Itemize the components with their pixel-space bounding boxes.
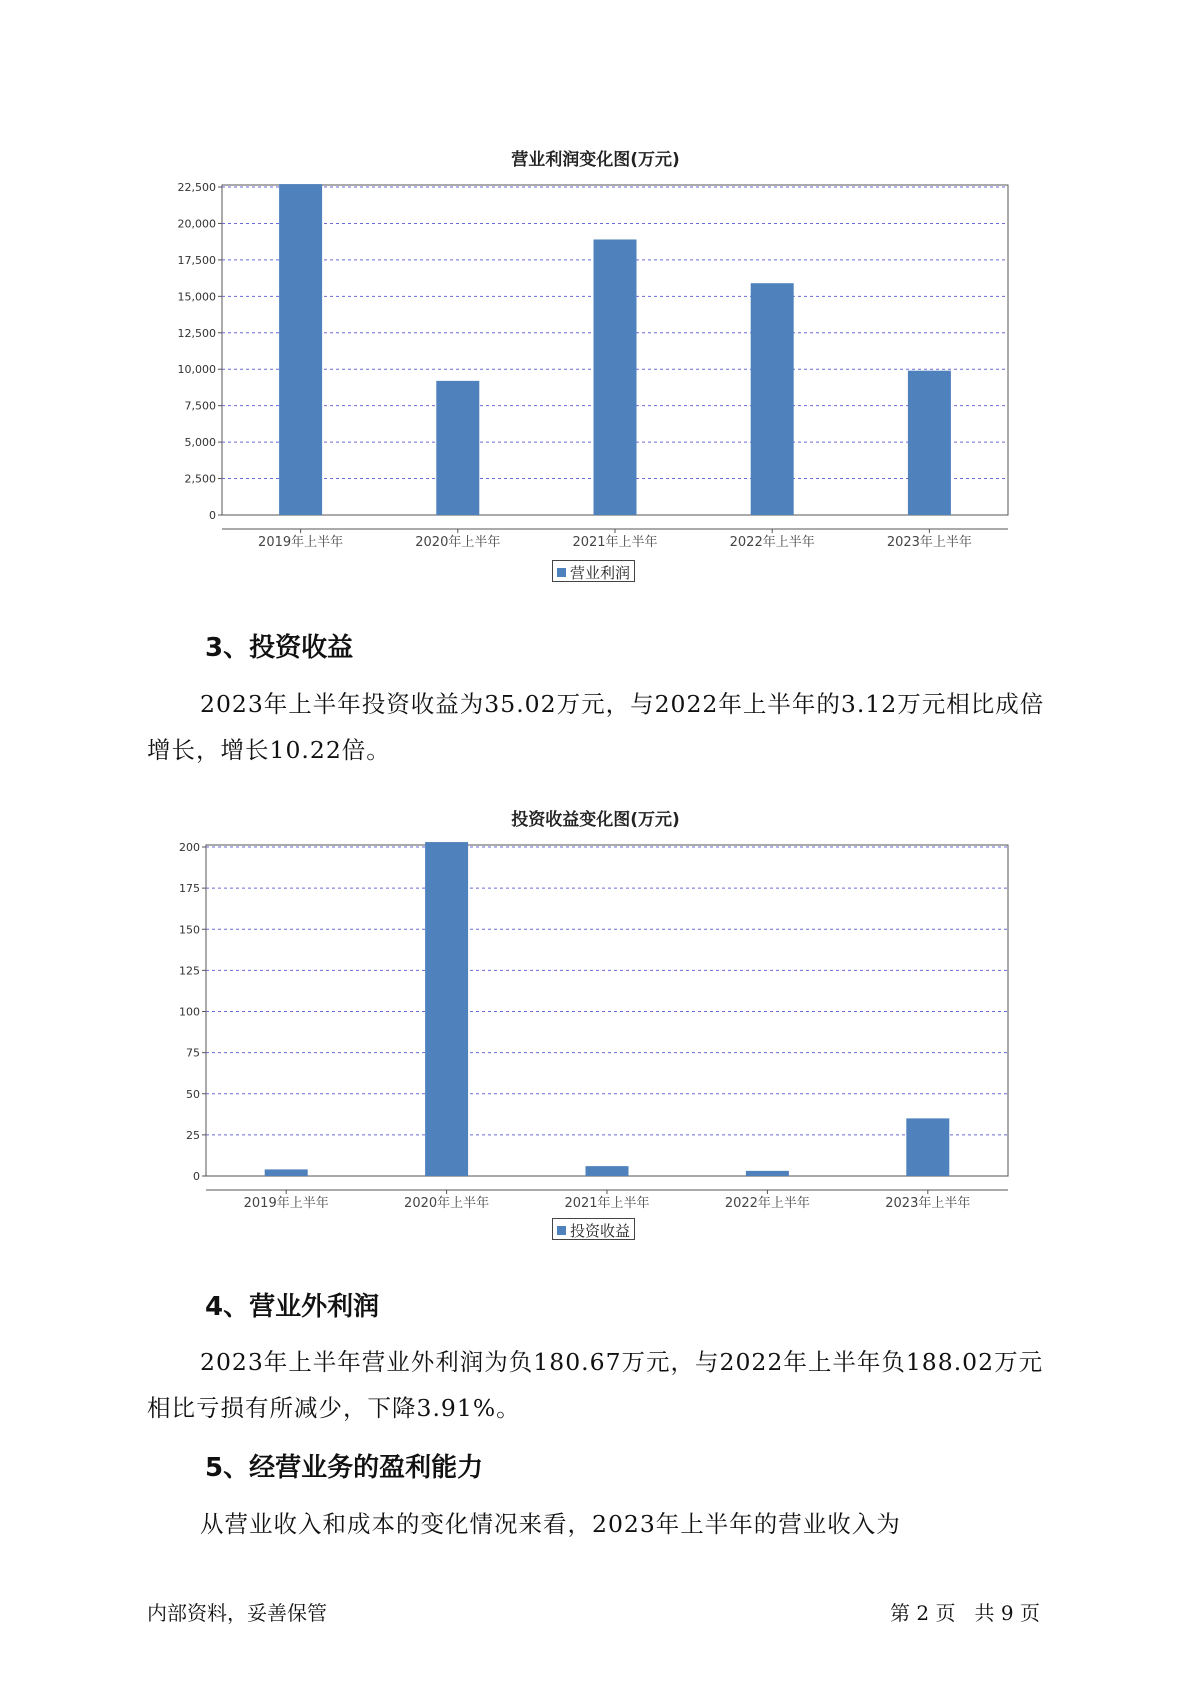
section5-heading: 5、经营业务的盈利能力 bbox=[205, 1453, 484, 1483]
footer-confidential-note: 内部资料，妥善保管 bbox=[147, 1601, 327, 1625]
y-tick-label: 25 bbox=[186, 1128, 200, 1142]
x-tick-label: 2022年上半年 bbox=[729, 535, 815, 550]
x-tick-label: 2023年上半年 bbox=[885, 1196, 971, 1211]
bar bbox=[425, 842, 468, 1176]
x-tick-label: 2021年上半年 bbox=[572, 535, 658, 550]
x-tick-label: 2020年上半年 bbox=[404, 1196, 490, 1211]
section4-heading: 4、营业外利润 bbox=[205, 1292, 380, 1322]
y-tick-label: 200 bbox=[179, 841, 200, 854]
bar bbox=[586, 1166, 629, 1176]
legend-swatch bbox=[557, 1226, 566, 1235]
y-tick-label: 100 bbox=[179, 1005, 200, 1019]
y-tick-label: 75 bbox=[186, 1046, 200, 1060]
chart2-legend-label: 投资收益 bbox=[570, 1222, 631, 1240]
section3-heading: 3、投资收益 bbox=[205, 633, 354, 663]
bar bbox=[906, 1118, 949, 1176]
y-tick-label: 20,000 bbox=[177, 217, 216, 231]
x-tick-label: 2019年上半年 bbox=[243, 1196, 329, 1211]
y-tick-label: 175 bbox=[179, 882, 200, 896]
section5-paragraph: 从营业收入和成本的变化情况来看，2023年上半年的营业收入为 bbox=[200, 1510, 901, 1538]
y-tick-label: 2,500 bbox=[184, 472, 216, 486]
y-tick-label: 5,000 bbox=[184, 436, 216, 450]
y-tick-label: 150 bbox=[179, 923, 200, 937]
x-tick-label: 2022年上半年 bbox=[724, 1196, 810, 1211]
bar bbox=[265, 1169, 308, 1176]
chart2-legend bbox=[552, 1218, 635, 1240]
chart1-title: 营业利润变化图(万元) bbox=[511, 150, 680, 170]
x-tick-label: 2023年上半年 bbox=[886, 535, 972, 550]
x-tick-label: 2021年上半年 bbox=[564, 1196, 650, 1211]
y-tick-label: 12,500 bbox=[177, 326, 216, 340]
y-tick-label: 15,000 bbox=[177, 290, 216, 304]
bar bbox=[746, 1171, 789, 1176]
y-tick-label: 0 bbox=[209, 509, 216, 522]
y-tick-label: 50 bbox=[186, 1087, 200, 1101]
y-tick-label: 0 bbox=[193, 1170, 200, 1183]
y-tick-label: 22,500 bbox=[177, 181, 216, 194]
chart2-title: 投资收益变化图(万元) bbox=[511, 810, 680, 830]
y-tick-label: 125 bbox=[179, 964, 200, 978]
section4-paragraph: 2023年上半年营业外利润为负180.67万元，与2022年上半年负188.02万元相比亏损有所减少，下降3.91%。 bbox=[147, 1348, 1044, 1422]
y-tick-label: 17,500 bbox=[177, 253, 216, 267]
y-tick-label: 10,000 bbox=[177, 363, 216, 377]
section3-paragraph: 2023年上半年投资收益为35.02万元，与2022年上半年的3.12万元相比成倍增长，增长10.22倍。 bbox=[147, 690, 1045, 764]
x-tick-label: 2019年上半年 bbox=[258, 535, 344, 550]
chart1-legend-label: 营业利润 bbox=[570, 564, 631, 582]
y-tick-label: 7,500 bbox=[184, 399, 216, 413]
footer-page-number: 第 2 页 共 9 页 bbox=[890, 1601, 1040, 1625]
x-tick-label: 2020年上半年 bbox=[415, 535, 501, 550]
plot-frame bbox=[206, 845, 1008, 1176]
